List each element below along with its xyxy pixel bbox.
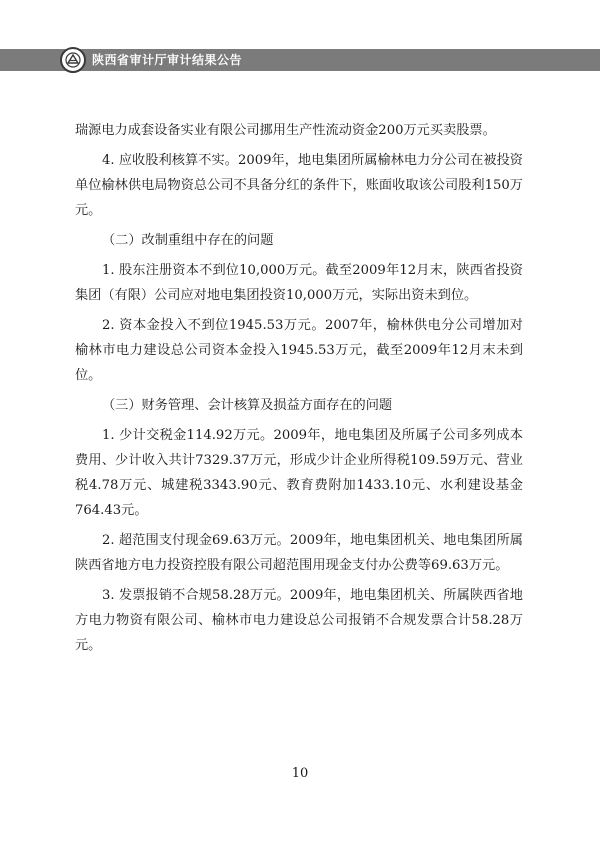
paragraph-item-1: 1. 股东注册资本不到位10,000万元。截至2009年12月末，陕西省投资集团（有限）公司应对地电集团投资10,000万元，实际出资未到位。 (75, 263, 523, 303)
section-heading-3: （三）财务管理、会计核算及损益方面存在的问题 (102, 398, 393, 413)
paragraph-item-4: 4. 应收股利核算不实。2009年，地电集团所属榆林电力分公司在被投资单位榆林供电局物资总公司不具备分红的条件下，账面收取该公司股利150万元。 (75, 153, 523, 218)
page-number: 10 (291, 766, 309, 781)
paragraph-item-2: 2. 超范围支付现金69.63万元。2009年，地电集团机关、地电集团所属陕西省地方电力投资控股有限公司超范围用现金支付办公费等69.63万元。 (75, 533, 523, 573)
paragraph-item-1: 1. 少计交税金114.92万元。2009年，地电集团及所属子公司多列成本费用、少计收入共计7329.37万元，形成少计企业所得税109.59万元、营业税4.78万元、城建税3343.90元、教育费附加1433.10元、水利建设基金764.43元。 (75, 428, 523, 518)
audit-emblem-icon (60, 47, 86, 73)
paragraph-continuation: 瑞源电力成套设备实业有限公司挪用生产性流动资金200万元买卖股票。 (75, 123, 496, 138)
paragraph-item-3: 3. 发票报销不合规58.28万元。2009年，地电集团机关、所属陕西省地方电力物资有限公司、榆林市电力建设总公司报销不合规发票合计58.28万元。 (75, 588, 523, 653)
header-bar (0, 49, 600, 71)
section-heading-2: （二）改制重组中存在的问题 (102, 233, 274, 248)
document-body (75, 118, 523, 663)
paragraph-item-2: 2. 资本金投入不到位1945.53万元。2007年，榆林供电分公司增加对榆林市电力建设总公司资本金投入1945.53万元，截至2009年12月末未到位。 (75, 318, 523, 383)
header-title: 陕西省审计厅审计结果公告 (92, 53, 243, 67)
